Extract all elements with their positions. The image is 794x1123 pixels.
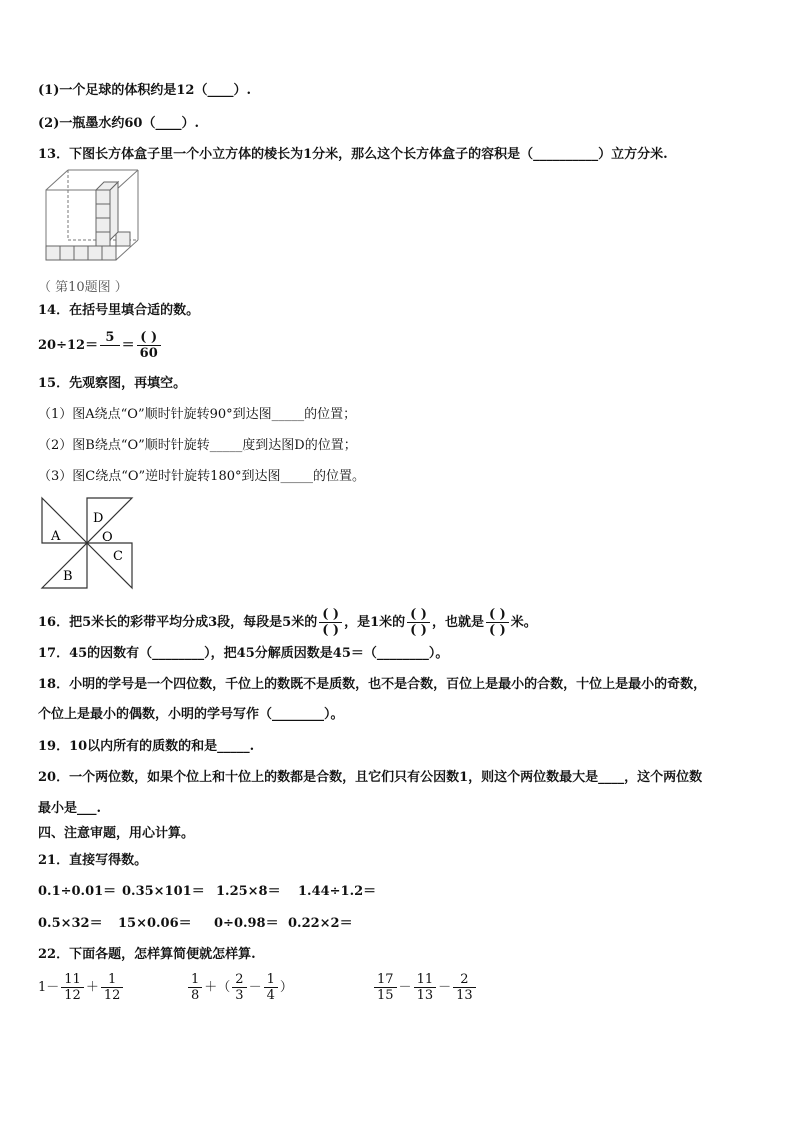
frac-den-blank <box>100 346 120 361</box>
question-16 <box>38 607 537 638</box>
frac-num: 17 <box>374 972 397 988</box>
frac-num: 5 <box>100 330 120 346</box>
question-14-expression <box>38 330 163 361</box>
question-ink: (2)一瓶墨水约60（____）. <box>38 116 199 131</box>
q16-text: ，也就是 <box>431 615 484 630</box>
frac-num: 2 <box>453 972 476 988</box>
frac-num: ( ) <box>407 607 430 623</box>
fraction <box>100 330 120 361</box>
frac-den: 60 <box>139 346 158 361</box>
question-20-line2: 最小是___. <box>38 801 102 816</box>
frac-den: 4 <box>266 988 275 1003</box>
frac-den: 12 <box>103 988 121 1003</box>
fig-label-b: B <box>63 569 73 584</box>
expression-1 <box>38 972 125 1003</box>
section-4-title: 四、注意审题，用心计算。 <box>38 826 195 841</box>
q16-text: 米。 <box>510 615 537 630</box>
frac-num: 11 <box>61 972 84 988</box>
fraction <box>137 330 161 361</box>
expr-left: 20÷12＝ <box>38 338 99 353</box>
frac-den: 13 <box>416 988 434 1003</box>
calc-item: 0.35×101＝ <box>122 884 205 899</box>
fraction <box>188 972 202 1003</box>
fig-label-d: D <box>93 511 104 526</box>
expression-3 <box>372 972 478 1003</box>
fraction <box>453 972 476 1003</box>
fig-label-o: O <box>102 530 113 545</box>
question-15-2: （2）图B绕点“O”顺时针旋转_____度到达图D的位置； <box>38 438 357 453</box>
frac-num: 1 <box>264 972 278 988</box>
expr-text: 1－ <box>38 980 60 995</box>
fraction <box>101 972 124 1003</box>
fraction <box>374 972 397 1003</box>
question-22: 22．下面各题，怎样算简便就怎样算. <box>38 947 256 962</box>
frac-den: 12 <box>64 988 81 1003</box>
frac-den: 8 <box>191 988 200 1003</box>
fraction <box>61 972 84 1003</box>
frac-num: ( ) <box>137 330 161 346</box>
fig-label-c: C <box>113 549 123 564</box>
pinwheel-figure <box>40 496 136 594</box>
frac-num: 11 <box>414 972 437 988</box>
frac-num: 1 <box>101 972 124 988</box>
q16-text: 16．把5米长的彩带平均分成3段，每段是5米的 <box>38 615 318 630</box>
question-15-1: （1）图A绕点“O”顺时针旋转90°到达图_____的位置； <box>38 407 357 422</box>
calc-item: 0.22×2＝ <box>288 916 353 931</box>
figure-caption: （ 第10题图 ） <box>38 280 128 295</box>
frac-den: 3 <box>235 988 244 1003</box>
question-13: 13．下图长方体盒子里一个小立方体的棱长为1分米，那么这个长方体盒子的容积是（__________）立方分米. <box>38 147 668 162</box>
frac-num: ( ) <box>319 607 342 623</box>
fraction-blank <box>319 607 342 638</box>
expr-op: ＋（ <box>204 980 231 995</box>
frac-den: 15 <box>377 988 394 1003</box>
frac-den: ( ) <box>410 623 427 638</box>
frac-num: 2 <box>232 972 246 988</box>
question-19: 19．10以内所有的质数的和是_____. <box>38 739 255 754</box>
expr-op: － <box>398 980 412 995</box>
expr-op: － <box>248 980 262 995</box>
calc-item: 1.25×8＝ <box>216 884 281 899</box>
question-15: 15．先观察图，再填空。 <box>38 376 187 391</box>
expr-op: ＋ <box>85 980 99 995</box>
frac-den: ( ) <box>488 623 506 638</box>
q16-text: ，是1米的 <box>344 615 406 630</box>
frac-den: ( ) <box>322 623 340 638</box>
question-15-3: （3）图C绕点“O”逆时针旋转180°到达图_____的位置。 <box>38 469 365 484</box>
question-20-line1: 20．一个两位数，如果个位上和十位上的数都是合数，且它们只有公因数1，则这个两位数最大是____，这个两位数 <box>38 770 703 785</box>
question-17: 17．45的因数有（________），把45分解质因数是45＝（________）。 <box>38 646 449 661</box>
frac-num: 1 <box>188 972 202 988</box>
fraction <box>264 972 278 1003</box>
fraction <box>232 972 246 1003</box>
fraction-blank <box>486 607 509 638</box>
expression-2 <box>186 972 293 1003</box>
frac-den: 13 <box>456 988 473 1003</box>
equals: ＝ <box>121 338 135 353</box>
fraction-blank <box>407 607 430 638</box>
cuboid-box-figure <box>44 168 140 266</box>
calc-item: 0.1÷0.01＝ <box>38 884 117 899</box>
question-18-line1: 18．小明的学号是一个四位数，千位上的数既不是质数，也不是合数，百位上是最小的合数，十位上是最小的奇数， <box>38 677 707 692</box>
fig-label-a: A <box>51 529 61 544</box>
question-14: 14．在括号里填合适的数。 <box>38 303 200 318</box>
calc-item: 1.44÷1.2＝ <box>298 884 377 899</box>
frac-num: ( ) <box>486 607 509 623</box>
calc-item: 0.5×32＝ <box>38 916 103 931</box>
calc-item: 15×0.06＝ <box>118 916 192 931</box>
expr-op: ） <box>279 980 293 995</box>
question-18-line2: 个位上是最小的偶数，小明的学号写作（________）。 <box>38 707 344 722</box>
question-football: (1)一个足球的体积约是12（____）. <box>38 83 251 98</box>
question-21: 21．直接写得数。 <box>38 853 148 868</box>
calc-item: 0÷0.98＝ <box>214 916 279 931</box>
fraction <box>414 972 437 1003</box>
expr-op: － <box>438 980 452 995</box>
